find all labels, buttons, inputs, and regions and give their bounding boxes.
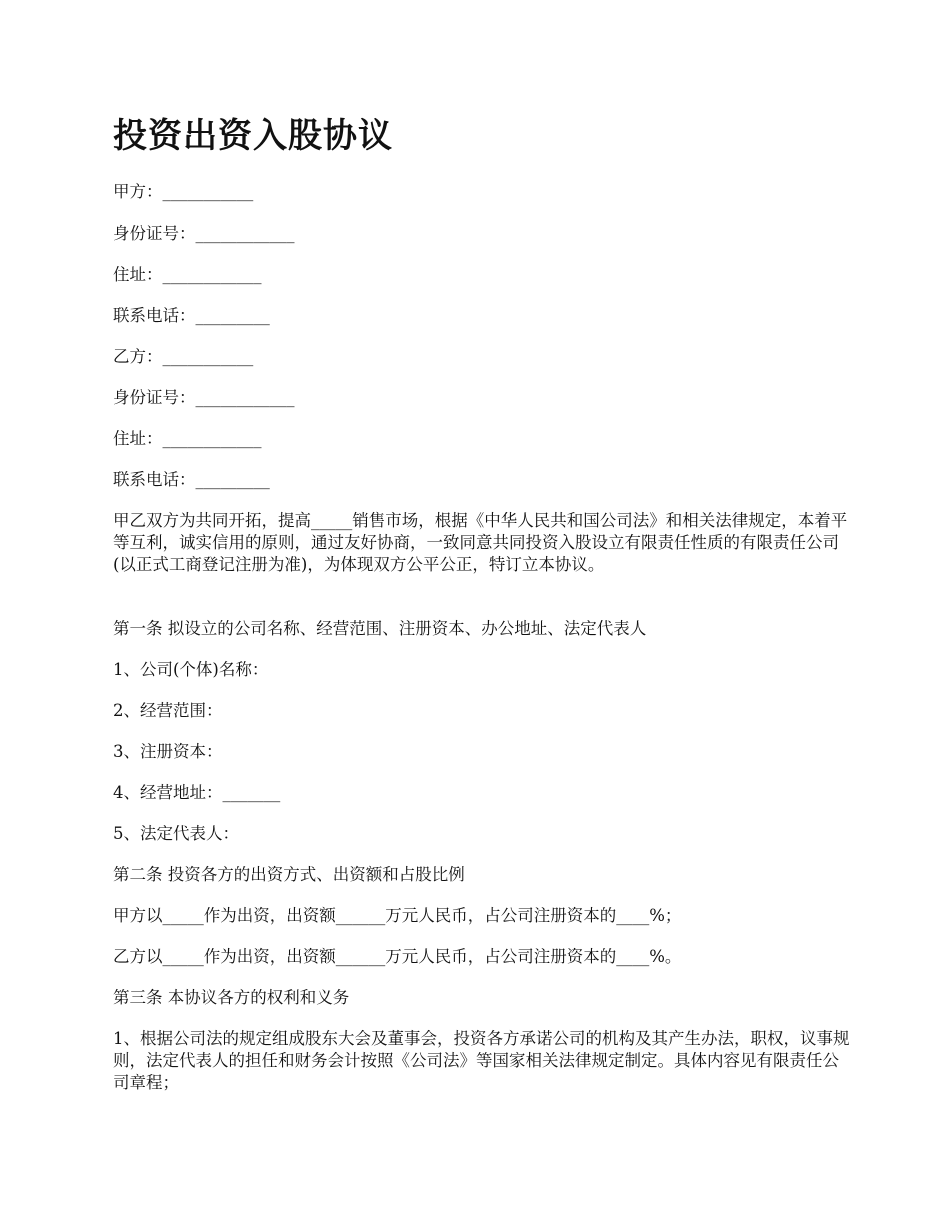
article-3-item: 1、根据公司法的规定组成股东大会及董事会，投资各方承诺公司的机构及其产生办法，职权，议事规则，法定代表人的担任和财务会计按照《公司法》等国家相关法律规定制定。具体内容见有限责任公司章程； — [113, 1029, 850, 1092]
article-1-item: 1、公司(个体)名称： — [113, 660, 269, 679]
party-b-address-line: 住址：____________ — [113, 429, 262, 448]
party-a-address-line: 住址：____________ — [113, 265, 262, 284]
article-1-item: 4、经营地址：_______ — [113, 783, 281, 802]
preamble-paragraph: 甲乙双方为共同开拓，提高_____销售市场，根据《中华人民共和国公司法》和相关法律规定，本着平等互利，诚实信用的原则，通过友好协商，一致同意共同投资入股设立有限责任性质的有限责任公司(以正式工商登记注册为准)，为体现双方公平公正，特订立本协议。 — [113, 511, 848, 574]
party-b-id-line: 身份证号：____________ — [113, 388, 295, 407]
article-2-heading: 第二条 投资各方的出资方式、出资额和占股比例 — [113, 865, 465, 884]
article-1-item: 5、法定代表人： — [113, 824, 239, 843]
article-2-item: 甲方以_____作为出资，出资额______万元人民币，占公司注册资本的____%； — [113, 906, 682, 925]
document-title: 投资出资入股协议 — [113, 116, 393, 156]
article-3-heading: 第三条 本协议各方的权利和义务 — [113, 988, 350, 1007]
article-1-item: 2、经营范围： — [113, 701, 223, 720]
party-a-id-line: 身份证号：____________ — [113, 224, 295, 243]
party-b-name-line: 乙方：___________ — [113, 347, 254, 366]
article-1-item: 3、注册资本： — [113, 742, 223, 761]
article-2-item: 乙方以_____作为出资，出资额______万元人民币，占公司注册资本的____%。 — [113, 947, 682, 966]
party-a-name-line: 甲方：___________ — [113, 182, 254, 201]
article-1-heading: 第一条 拟设立的公司名称、经营范围、注册资本、办公地址、法定代表人 — [113, 619, 647, 638]
party-a-phone-line: 联系电话：_________ — [113, 306, 270, 325]
party-b-phone-line: 联系电话：_________ — [113, 470, 270, 489]
